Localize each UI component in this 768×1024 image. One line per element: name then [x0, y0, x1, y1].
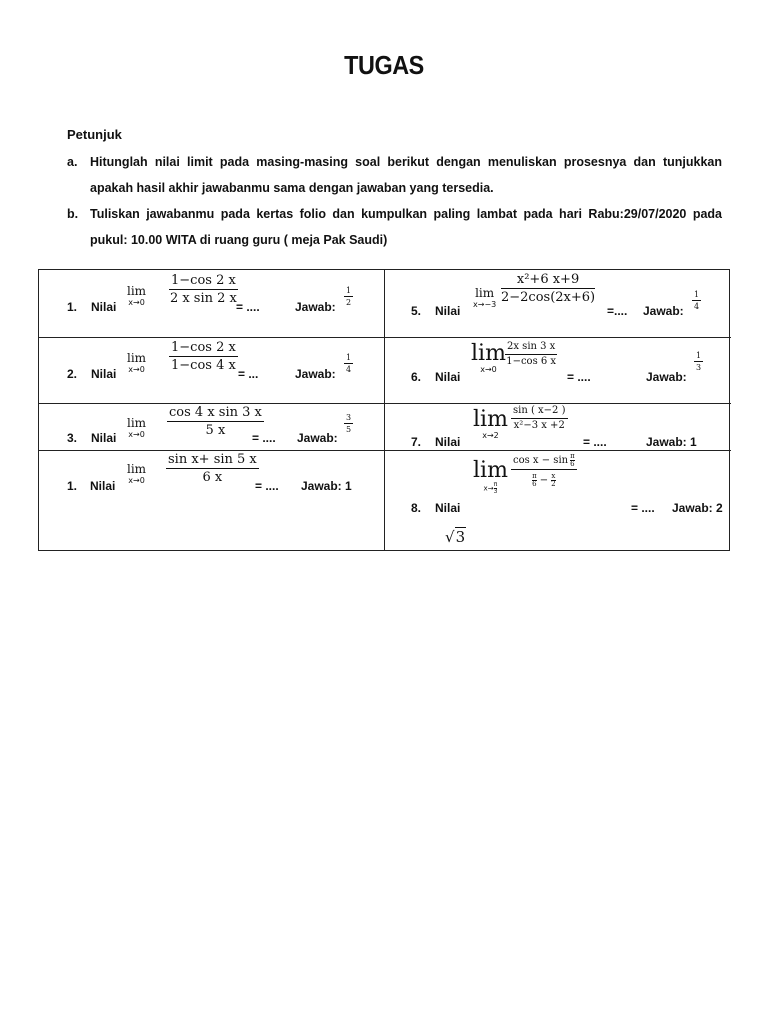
problem-cell	[385, 403, 731, 450]
nilai-label: Nilai	[435, 304, 461, 318]
denominator: 1−cos 4 x	[171, 358, 236, 373]
numerator: x²+6 x+9	[501, 272, 595, 289]
answer-label: Jawab: 2	[672, 501, 723, 515]
instruction-text: Hitunglah nilai limit pada masing-masing soal berikut dengan menuliskan prosesnya dan tunjukkan apakah hasil akhir jawabanmu sama dengan jawaban yang tersedia.	[90, 155, 722, 195]
problem-cell	[385, 450, 731, 550]
limit-fraction	[511, 405, 568, 432]
instruction-marker: b.	[67, 207, 79, 221]
limit-fraction	[166, 452, 259, 485]
instruction-b	[67, 201, 722, 253]
lim-word: lim	[471, 341, 506, 366]
problems-table	[38, 269, 730, 551]
lim-subscript: x→−3	[473, 300, 497, 309]
limit-operator	[473, 460, 508, 495]
answer-fraction	[694, 351, 703, 372]
lim-subscript	[473, 482, 508, 495]
problem-cell	[39, 403, 384, 450]
problem-number: 2.	[67, 367, 78, 381]
lim-word: lim	[473, 407, 508, 432]
denominator: x²−3 x +2	[513, 420, 565, 431]
denominator	[511, 470, 577, 488]
answer-denominator: 4	[346, 365, 352, 374]
nilai-label: Nilai	[435, 435, 461, 449]
lim-subscript: x→0	[128, 476, 145, 485]
answer-numerator: 1	[346, 286, 352, 295]
sqrt-radicand: 3	[455, 528, 466, 546]
instructions-heading: Petunjuk	[67, 127, 122, 142]
answer-numerator: 1	[346, 353, 352, 362]
instruction-marker: a.	[67, 155, 78, 169]
equals-blank: = ....	[252, 431, 276, 445]
problem-number: 6.	[411, 370, 422, 384]
limit-operator	[127, 463, 146, 486]
problem-cell	[385, 337, 731, 403]
numerator: 1−cos 2 x	[171, 273, 236, 288]
denominator-frac-den: 6	[532, 480, 537, 488]
denominator: 2 x sin 2 x	[169, 291, 237, 306]
limit-operator	[473, 287, 496, 310]
answer-denominator: 4	[694, 302, 700, 311]
nilai-label: Nilai	[91, 367, 117, 381]
denominator-minus: −	[539, 475, 549, 486]
denominator-frac2-den: 2	[551, 480, 556, 488]
denominator: 5 x	[205, 423, 226, 438]
equals-blank: = ....	[583, 435, 607, 449]
numerator: 2x sin 3 x	[505, 341, 557, 355]
equals-blank: = ....	[255, 479, 279, 493]
problem-number: 8.	[411, 501, 422, 515]
numerator	[511, 453, 577, 470]
numerator: sin ( x−2 )	[511, 405, 568, 419]
lim-word: lim	[127, 462, 147, 476]
problem-number: 1.	[67, 479, 78, 493]
problem-cell	[39, 337, 384, 403]
lim-word: lim	[127, 416, 147, 430]
numerator: cos 4 x sin 3 x	[169, 405, 262, 420]
limit-operator	[127, 285, 146, 308]
limit-operator	[473, 409, 508, 441]
equals-blank: =....	[607, 304, 628, 318]
lim-subscript-num: π	[493, 481, 498, 488]
answer-label: Jawab:	[643, 304, 684, 318]
denominator: 1−cos 6 x	[506, 356, 557, 367]
limit-fraction	[501, 272, 595, 305]
equals-blank: = ....	[236, 300, 260, 314]
instruction-text: Tuliskan jawabanmu pada kertas folio dan kumpulkan paling lambat pada hari Rabu:29/07/2020 pada pukul: 10.00 WITA di ruang guru ( meja Pak Saudi)	[90, 207, 722, 247]
numerator-text: cos x − sin	[513, 455, 569, 466]
answer-denominator: 5	[346, 425, 352, 434]
lim-word: lim	[473, 458, 508, 483]
limit-operator	[127, 352, 146, 375]
lim-word: lim	[127, 284, 147, 298]
instruction-a	[67, 149, 722, 201]
problem-number: 1.	[67, 300, 78, 314]
answer-fraction	[344, 353, 353, 374]
lim-subscript-den: 3	[493, 488, 498, 495]
problem-number: 3.	[67, 431, 78, 445]
denominator-frac2-num: x	[551, 472, 556, 480]
nilai-label: Nilai	[91, 431, 117, 445]
answer-label: Jawab:	[297, 431, 338, 445]
limit-fraction	[511, 453, 577, 488]
denominator: 2−2cos(2x+6)	[501, 290, 596, 305]
denominator-frac-num: π	[532, 472, 537, 480]
nilai-label: Nilai	[90, 479, 116, 493]
limit-operator	[471, 343, 506, 375]
problem-cell	[39, 450, 384, 550]
nilai-label: Nilai	[435, 501, 461, 515]
answer-numerator: 1	[696, 351, 702, 360]
answer-fraction	[344, 413, 353, 434]
lim-word: lim	[475, 286, 495, 300]
numerator: 1−cos 2 x	[171, 340, 236, 355]
answer-label: Jawab:	[646, 370, 687, 384]
limit-operator	[127, 417, 146, 440]
nilai-label: Nilai	[435, 370, 461, 384]
lim-subscript: x→0	[128, 430, 145, 439]
problem-cell	[39, 270, 384, 337]
sqrt-expression	[445, 528, 466, 546]
equals-blank: = ...	[238, 367, 259, 381]
lim-subscript: x→0	[128, 365, 145, 374]
lim-subscript: x→0	[480, 365, 497, 374]
lim-subscript: x→2	[482, 431, 499, 440]
sqrt-icon: √	[445, 528, 455, 546]
answer-numerator: 1	[694, 290, 700, 299]
answer-label: Jawab:	[295, 300, 336, 314]
lim-subscript: x→0	[128, 298, 145, 307]
answer-label: Jawab: 1	[301, 479, 352, 493]
answer-numerator: 3	[346, 413, 352, 422]
answer-fraction	[344, 286, 353, 307]
equals-blank: = ....	[631, 501, 655, 515]
problem-number: 7.	[411, 435, 422, 449]
answer-denominator: 2	[346, 298, 352, 307]
limit-fraction	[169, 340, 238, 373]
lim-subscript-base: x→	[483, 484, 494, 493]
denominator: 6 x	[202, 470, 223, 485]
lim-word: lim	[127, 351, 147, 365]
numerator: sin x+ sin 5 x	[168, 452, 257, 467]
nilai-label: Nilai	[91, 300, 117, 314]
answer-label: Jawab:	[295, 367, 336, 381]
answer-label: Jawab: 1	[646, 435, 697, 449]
limit-fraction	[169, 273, 238, 306]
page-title: TUGAS	[344, 50, 424, 80]
limit-fraction	[505, 341, 557, 368]
problem-number: 5.	[411, 304, 422, 318]
answer-fraction	[692, 290, 701, 311]
numerator-frac-den: 6	[570, 460, 575, 468]
equals-blank: = ....	[567, 370, 591, 384]
numerator-frac-num: π	[570, 452, 575, 460]
limit-fraction	[167, 405, 264, 438]
answer-denominator: 3	[696, 363, 702, 372]
problem-cell	[385, 270, 731, 337]
